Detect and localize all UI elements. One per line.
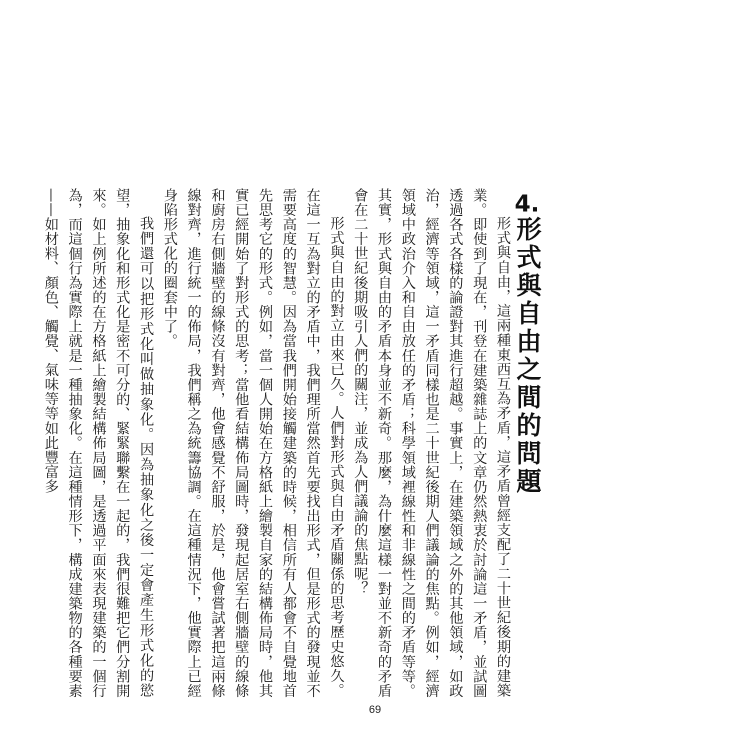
section-title: 形式與自由之間的問題 bbox=[513, 216, 542, 496]
paragraph-3: 我們還可以把形式化叫做抽象化。因為抽象化之後一定會產生形式化的慾望，抽象化和形式化是密不可分的、緊緊聯繫在一起的，我們很難把它們分割開來。如上例所述的在方格紙上繪製結構佈局圖，是透過平面來表現建築的一個行為，而這個行為實際上就是一種抽象化。在這種情形下，構成建築物的各種要素——如材料、顏色、觸覺、氣味等等如此豐富多 bbox=[42, 188, 155, 698]
section-heading bbox=[512, 193, 542, 496]
paragraph-1: 形式與自由，這兩種東西互為矛盾，這矛盾曾經支配了二十世紀後期的建築業。即使到了現在，刊登在建築雜誌上的文章仍然熱衷於討論這一矛盾，並試圖透過各式各樣的論證對其進行超越。事實上，在建築領域之外的其他領域，如政治，經濟等領域，這一矛盾同樣也是二十世紀後期人們議論的焦點。例如，經濟領域中政治介入和自由放任的矛盾；科學領域裡線性和非線性之間的矛盾等等。其實，形式與自由的矛盾本身並不新奇。那麼，為什麼這樣一對並不新奇的矛盾會在二十世紀後期吸引人們的關注，並成為人們議論的焦點呢？ bbox=[352, 188, 511, 698]
section-number: 4. bbox=[514, 193, 540, 216]
page-number: 69 bbox=[368, 704, 382, 716]
body-text bbox=[38, 188, 514, 698]
paragraph-2: 形式與自由的對立由來已久。人們對形式與自由矛盾關係的思考歷史悠久。在這一互為對立的矛盾中，我們理所當然首先要找出形式，但是形式的發現並不需要高度的智慧。因為當我們開始接觸建築的時候，相信所有人都會不自覺地首先思考它的形式。例如，當一個人開始在方格紙上繪製自家的結構佈局時，他其實已經開始了對形式的思考；當他看結構佈局圖時，發現起居室右側牆壁的線條和廚房右側牆壁的線條沒有對齊，他會感覺不舒服，於是，他會嘗試著把這兩條線對齊，進行統一的佈局，我們稱之為統籌協調。在這種情況下，他實際上已經身陷形式化的圈套中了。 bbox=[161, 188, 345, 698]
